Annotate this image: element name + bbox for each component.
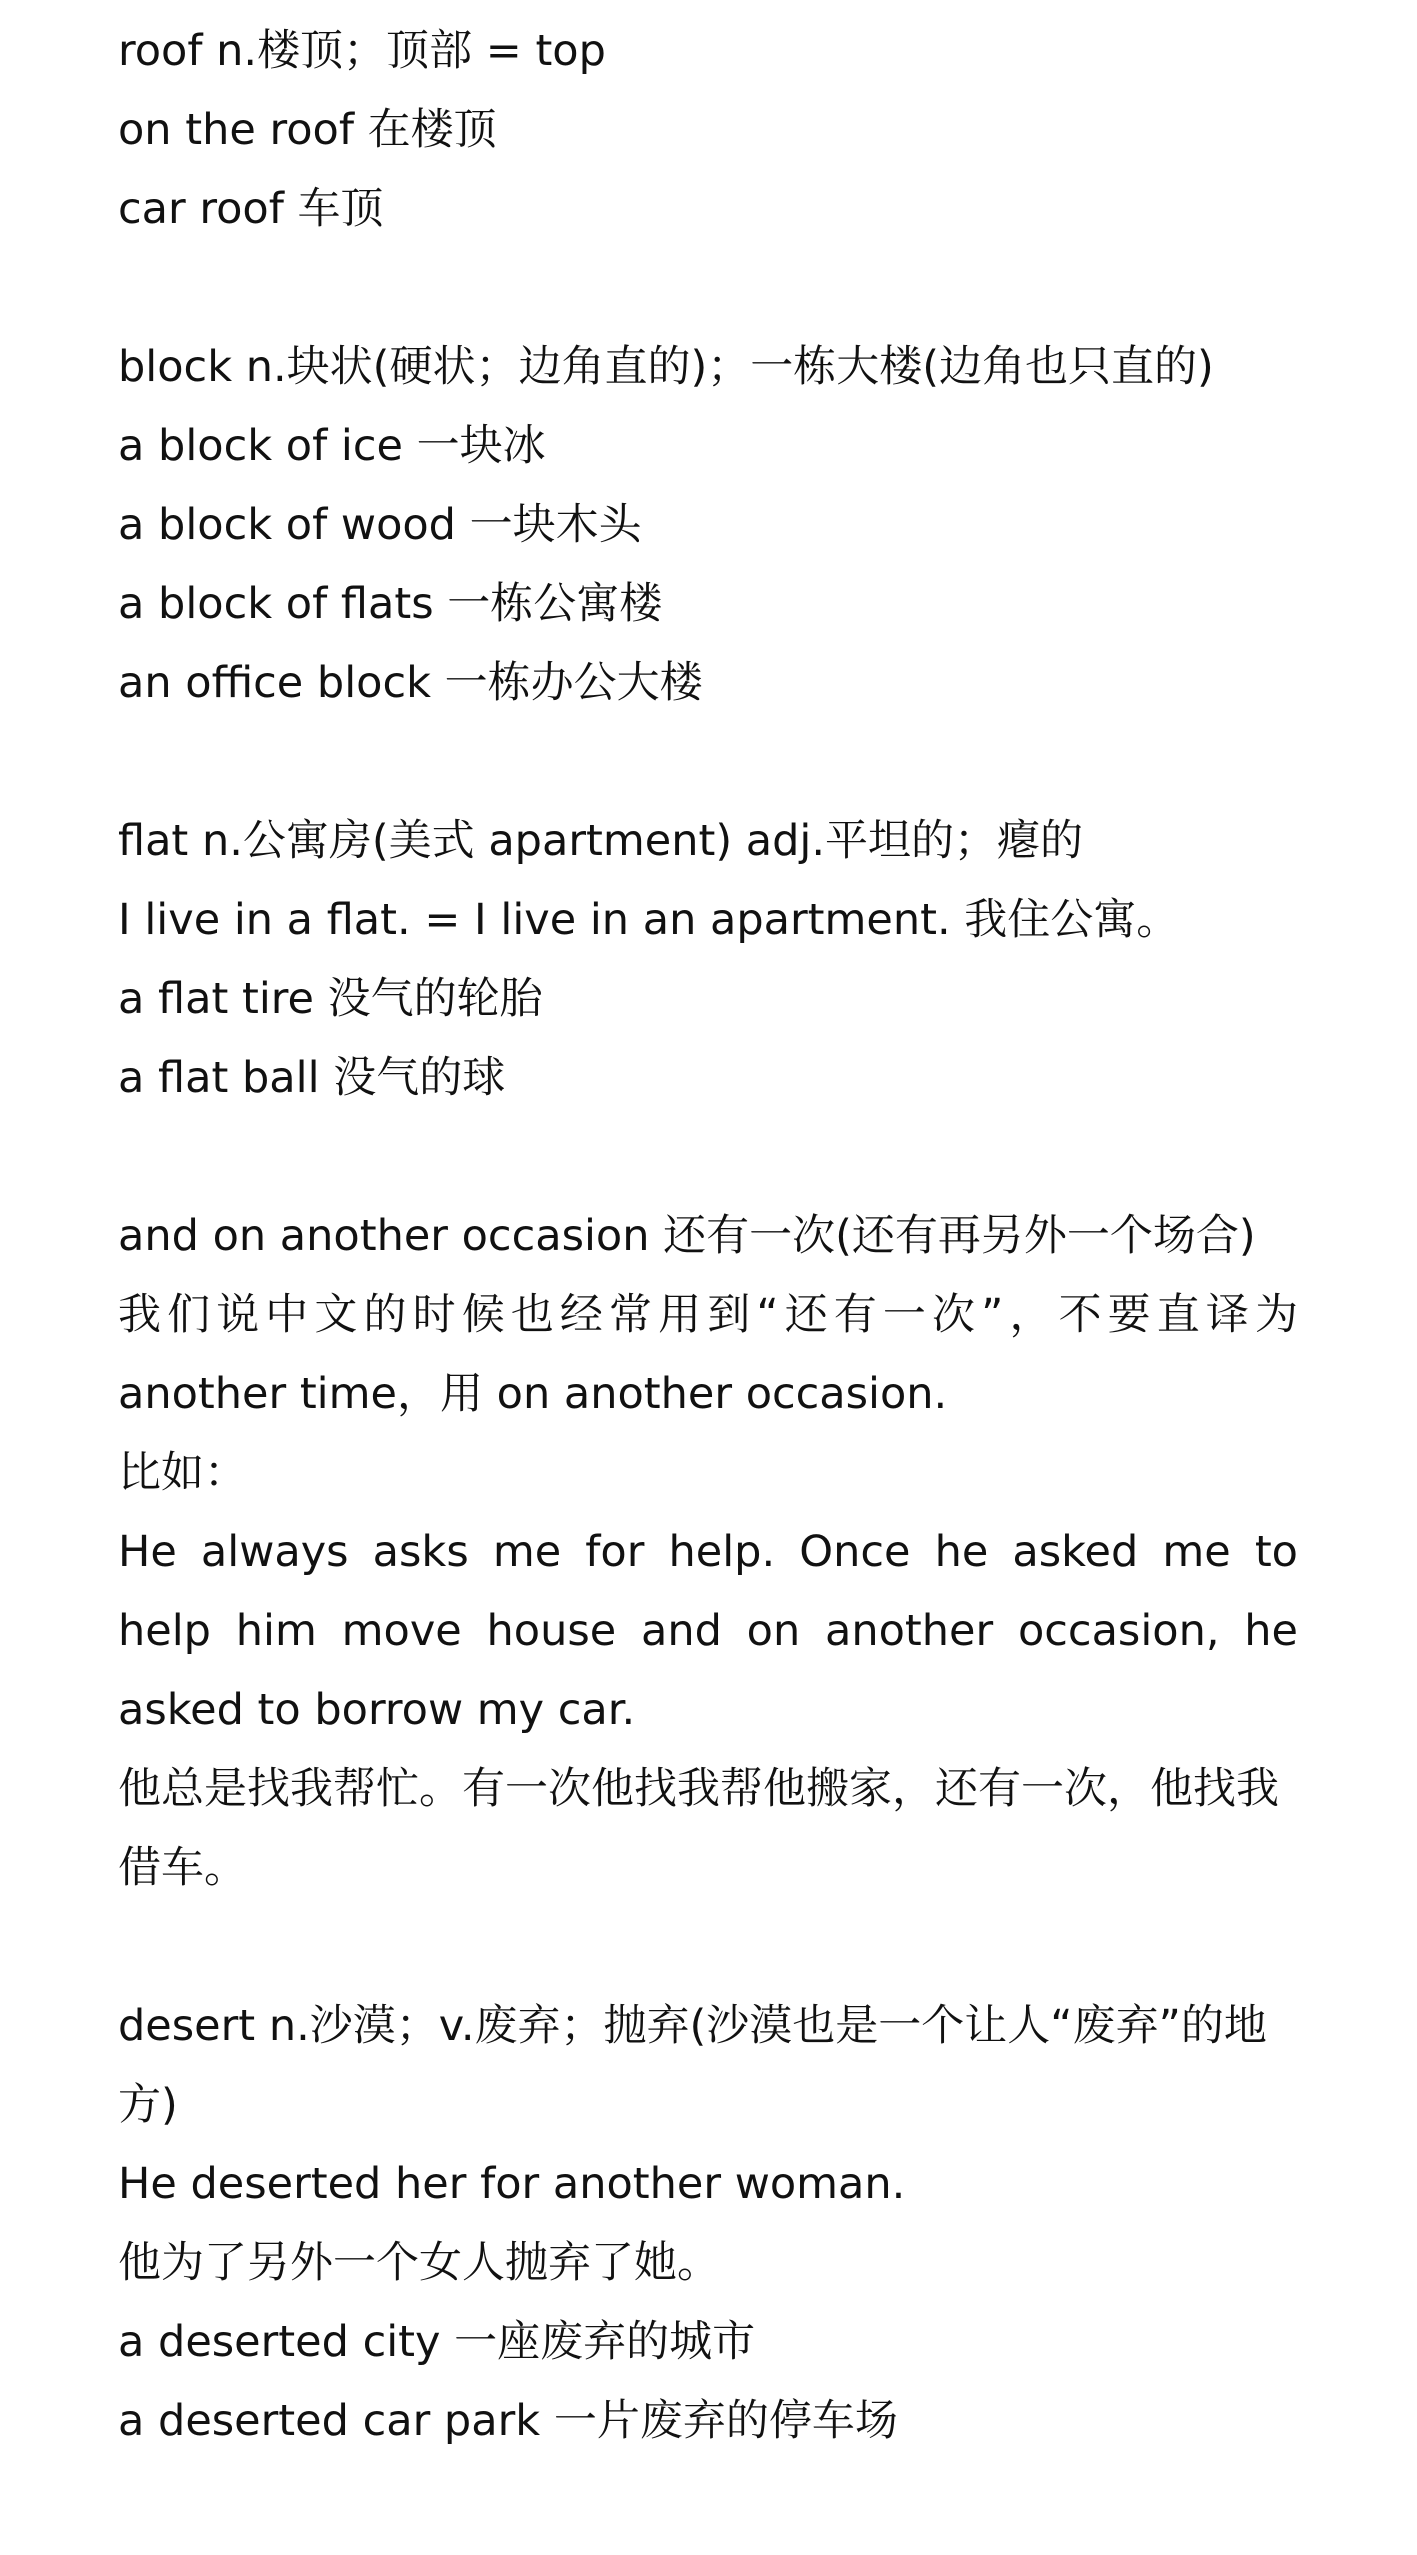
spacer: [118, 249, 1298, 328]
block-example-4: an office block 一栋办公大楼: [118, 658, 703, 708]
spacer: [118, 1118, 1298, 1197]
occasion-heading: and on another occasion 还有一次(还有再另外一个场合): [118, 1211, 1256, 1261]
desert-example-3: a deserted car park 一片废弃的停车场: [118, 2396, 898, 2446]
block-example-1: a block of ice 一块冰: [118, 421, 546, 471]
flat-heading: flat n.公寓房(美式 apartment) adj.平坦的；瘪的: [118, 816, 1084, 866]
block-heading: block n.块状(硬状；边角直的)；一栋大楼(边角也只直的): [118, 342, 1214, 392]
occasion-note: 我们说中文的时候也经常用到“还有一次”，不要直译为 another time，用 on another occasion.: [118, 1290, 1298, 1419]
roof-example-1: on the roof 在楼顶: [118, 105, 497, 155]
block-example-3: a block of flats 一栋公寓楼: [118, 579, 663, 629]
occasion-example-chinese: 他总是找我帮忙。有一次他找我帮他搬家，还有一次，他找我借车。: [118, 1764, 1279, 1893]
desert-example-1-chinese: 他为了另外一个女人抛弃了她。: [118, 2238, 720, 2288]
desert-example-2: a deserted city 一座废弃的城市: [118, 2317, 756, 2367]
flat-example-1: I live in a flat. = I live in an apartment. 我住公寓。: [118, 895, 1180, 945]
occasion-for-example: 比如：: [118, 1448, 247, 1498]
occasion-example-english: He always asks me for help. Once he asked me to help him move house and on another occasion, he asked to borrow my car.: [118, 1527, 1298, 1735]
flat-example-2: a flat tire 没气的轮胎: [118, 974, 543, 1024]
roof-example-2: car roof 车顶: [118, 184, 384, 234]
block-example-2: a block of wood 一块木头: [118, 500, 642, 550]
desert-heading: desert n.沙漠；v.废弃；抛弃(沙漠也是一个让人“废弃”的地方): [118, 2001, 1267, 2130]
spacer: [118, 1908, 1298, 1987]
spacer: [118, 723, 1298, 802]
document-page: [118, 12, 1298, 2461]
flat-example-3: a flat ball 没气的球: [118, 1053, 506, 1103]
roof-heading: roof n.楼顶；顶部 = top: [118, 26, 606, 76]
desert-example-1-english: He deserted her for another woman.: [118, 2159, 906, 2209]
